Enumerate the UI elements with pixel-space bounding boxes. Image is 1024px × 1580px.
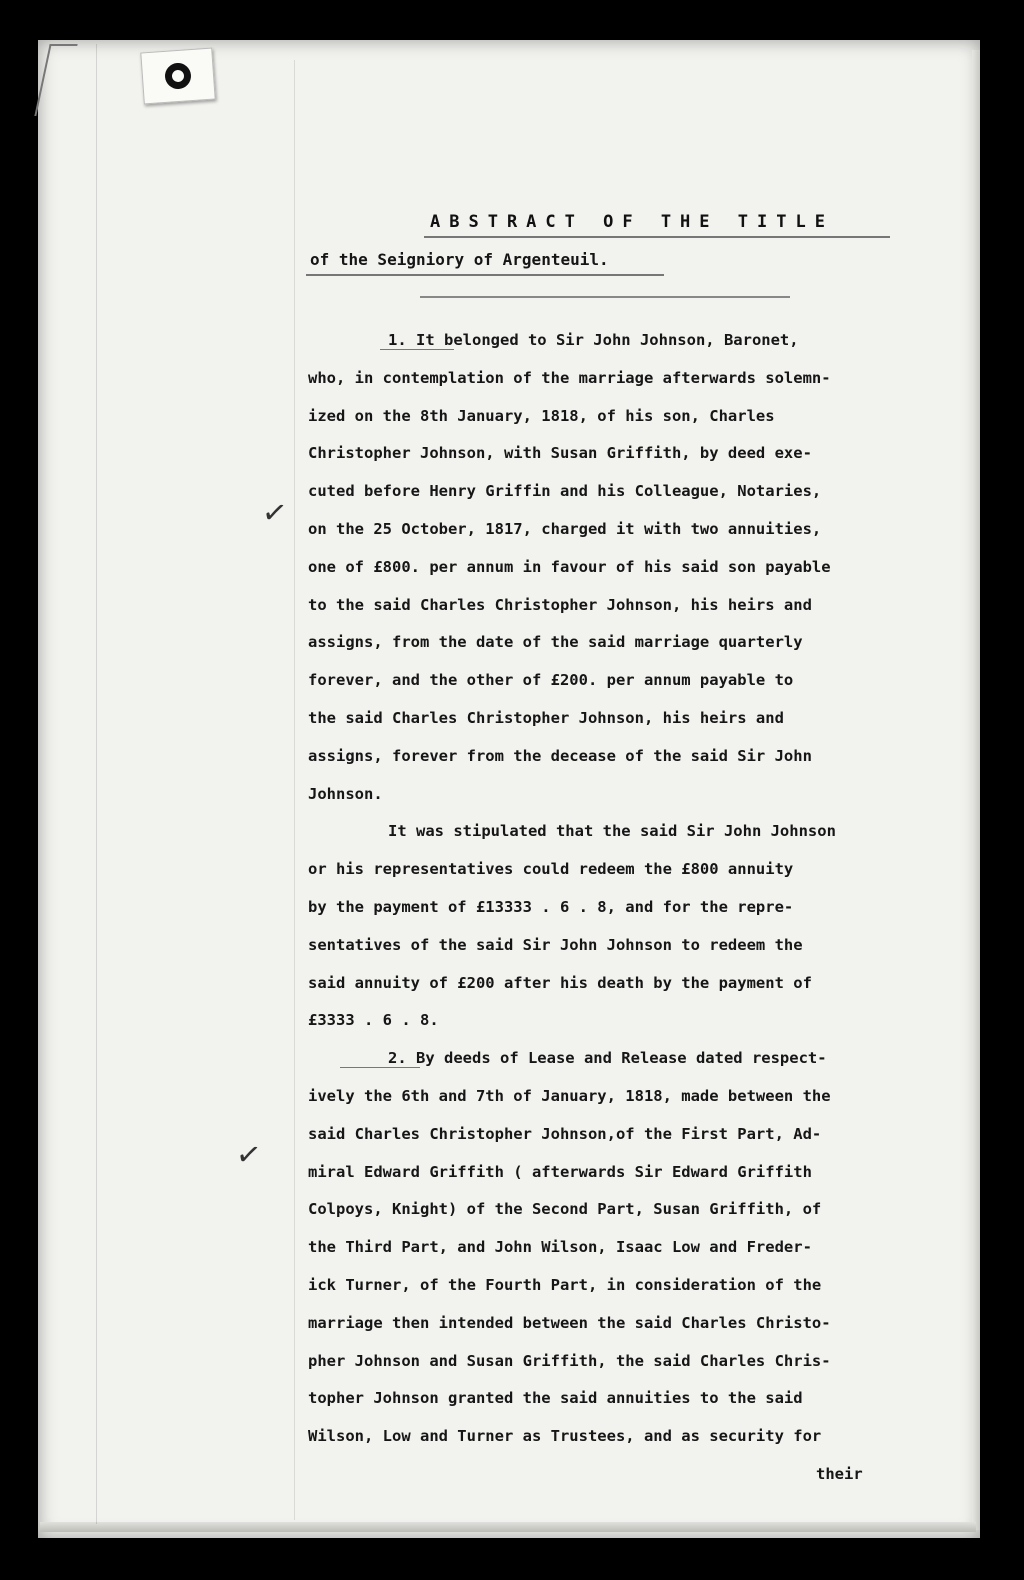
text-line: by the payment of £13333 . 6 . 8, and for the repre- <box>308 897 794 916</box>
section-divider <box>420 296 790 298</box>
text-line: assigns, from the date of the said marriage quarterly <box>308 633 803 652</box>
abstract-body <box>308 322 958 1494</box>
page-edge-bottom <box>40 1522 976 1532</box>
text-line: £3333 . 6 . 8. <box>308 1011 439 1030</box>
text-line: assigns, forever from the decease of the said Sir John <box>308 746 812 765</box>
subtitle-underline <box>306 274 664 276</box>
text-line: It was stipulated that the said Sir John Johnson <box>388 822 836 841</box>
text-line: the Third Part, and John Wilson, Isaac Low and Freder- <box>308 1238 812 1257</box>
text-line: the said Charles Christopher Johnson, his heirs and <box>308 708 784 727</box>
text-line: miral Edward Griffith ( afterwards Sir Edward Griffith <box>308 1162 812 1181</box>
text-line: ively the 6th and 7th of January, 1818, made between the <box>308 1086 831 1105</box>
document-title: ABSTRACT OF THE TITLE <box>430 212 834 232</box>
catchword: their <box>816 1464 863 1483</box>
margin-line <box>294 60 295 1520</box>
document-subtitle: of the Seigniory of Argenteuil. <box>310 250 609 269</box>
text-line: Colpoys, Knight) of the Second Part, Susan Griffith, of <box>308 1200 822 1219</box>
text-line: sentatives of the said Sir John Johnson to redeem the <box>308 935 803 954</box>
seal-icon <box>164 62 192 90</box>
checkmark-icon: ✓ <box>259 494 290 533</box>
text-line: Wilson, Low and Turner as Trustees, and as security for <box>308 1427 822 1446</box>
text-line: on the 25 October, 1817, charged it with two annuities, <box>308 519 822 538</box>
text-line: who, in contemplation of the marriage afterwards solemn- <box>308 368 831 387</box>
text-line: forever, and the other of £200. per annum payable to <box>308 671 794 690</box>
text-line: said annuity of £200 after his death by the payment of <box>308 973 812 992</box>
text-line: said Charles Christopher Johnson,of the First Part, Ad- <box>308 1124 822 1143</box>
text-line: or his representatives could redeem the £800 annuity <box>308 860 794 879</box>
text-line: 2. By deeds of Lease and Release dated respect- <box>388 1049 827 1068</box>
checkmark-icon: ✓ <box>233 1136 264 1175</box>
text-line: ized on the 8th January, 1818, of his son, Charles <box>308 406 775 425</box>
text-line: marriage then intended between the said Charles Christo- <box>308 1313 831 1332</box>
text-line: pher Johnson and Susan Griffith, the said Charles Chris- <box>308 1351 831 1370</box>
text-line: topher Johnson granted the said annuities to the said <box>308 1389 803 1408</box>
archive-seal-label <box>140 48 215 105</box>
fold-line <box>96 44 97 1524</box>
text-line: one of £800. per annum in favour of his said son payable <box>308 557 831 576</box>
text-line: ick Turner, of the Fourth Part, in consideration of the <box>308 1275 822 1294</box>
text-line: 1. It belonged to Sir John Johnson, Baronet, <box>388 331 799 349</box>
text-line: to the said Charles Christopher Johnson, his heirs and <box>308 595 812 614</box>
text-line: Johnson. <box>308 784 383 803</box>
title-underline <box>424 236 890 238</box>
page-edge-right <box>972 50 980 1530</box>
text-line: cuted before Henry Griffin and his Colleague, Notaries, <box>308 482 822 501</box>
text-line: Christopher Johnson, with Susan Griffith, by deed exe- <box>308 444 812 463</box>
